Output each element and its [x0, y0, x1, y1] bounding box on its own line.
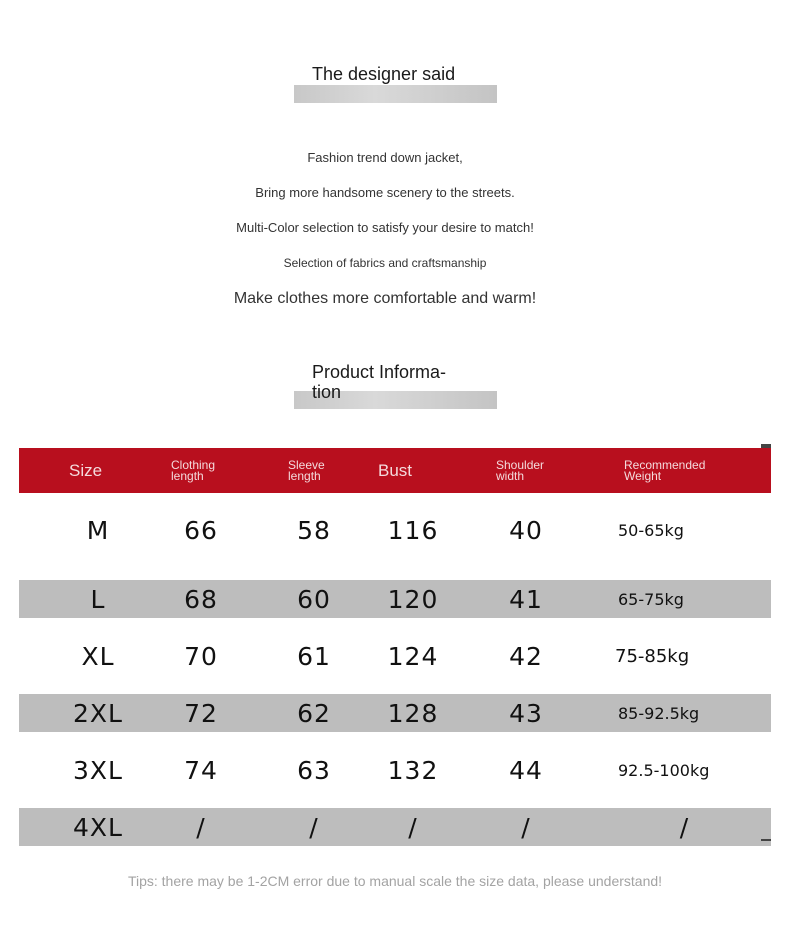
cell-clothing-length: 68 [184, 584, 218, 614]
cell-size: XL [81, 641, 115, 671]
product-title-line-1: Product Informa- [312, 362, 447, 382]
product-title-line-2: tion [312, 382, 342, 402]
header-line: Shoulder [496, 457, 545, 472]
designer-section-title [294, 64, 497, 104]
cell-clothing-length: 70 [184, 641, 218, 671]
cell-size: 3XL [73, 755, 123, 785]
cell-shoulder-width: 44 [509, 755, 543, 785]
cell-clothing-length: 66 [184, 515, 218, 545]
cell-shoulder-width: 40 [509, 515, 543, 545]
title-underline-bar [294, 85, 497, 103]
header-clothing-length [171, 448, 215, 493]
cell-size: 4XL [73, 812, 123, 842]
description-line: Bring more handsome scenery to the streets. [255, 185, 515, 200]
header-bust: Bust [378, 461, 413, 480]
header-line: width [496, 468, 525, 483]
cell-bust: 116 [387, 515, 439, 545]
cell-shoulder-width: / [521, 812, 531, 842]
header-line: length [288, 468, 321, 483]
cell-shoulder-width: 42 [509, 641, 543, 671]
table-body [19, 493, 771, 846]
header-shoulder-width [496, 448, 544, 493]
cell-shoulder-width: 43 [509, 698, 543, 728]
table-row [19, 675, 771, 732]
cell-recommended-weight: 85-92.5kg [618, 703, 700, 723]
header-line: Weight [624, 468, 662, 483]
cell-shoulder-width: 41 [509, 584, 543, 614]
table-row [19, 561, 771, 618]
table-row [19, 493, 771, 561]
cell-size: 2XL [73, 698, 123, 728]
header-line: Recommended [624, 457, 706, 472]
cell-sleeve-length: 58 [297, 515, 331, 545]
table-row [19, 789, 771, 846]
cell-sleeve-length: 60 [297, 584, 331, 614]
cell-recommended-weight: 92.5-100kg [618, 760, 710, 780]
description-line: Selection of fabrics and craftsmanship [283, 256, 487, 270]
cell-sleeve-length: 62 [297, 698, 331, 728]
table-row [19, 732, 771, 789]
header-line: Sleeve [288, 457, 325, 472]
cell-clothing-length: / [196, 812, 206, 842]
cell-bust: 120 [387, 584, 439, 614]
table-header [19, 448, 771, 493]
cell-sleeve-length: 61 [297, 641, 331, 671]
cell-bust: 132 [387, 755, 439, 785]
edge-mark [761, 444, 771, 448]
header-size: Size [69, 461, 103, 480]
cell-bust: / [408, 812, 418, 842]
product-section-title [294, 362, 497, 410]
product-title [294, 362, 482, 402]
cell-size: L [90, 584, 106, 614]
cell-clothing-length: 74 [184, 755, 218, 785]
header-line: Clothing [171, 457, 216, 472]
cell-recommended-weight: / [679, 812, 689, 842]
cell-bust: 128 [387, 698, 439, 728]
table-row [19, 618, 771, 675]
size-table [19, 448, 771, 846]
header-recommended-weight [624, 448, 705, 493]
description-line: Make clothes more comfortable and warm! [233, 290, 537, 307]
cell-clothing-length: 72 [184, 698, 218, 728]
cell-sleeve-length: 63 [297, 755, 331, 785]
cell-size: M [86, 515, 110, 545]
cell-recommended-weight: 65-75kg [618, 589, 684, 609]
header-line: length [171, 468, 204, 483]
designer-title: The designer said [312, 64, 456, 84]
edge-mark [761, 839, 771, 841]
cell-sleeve-length: / [309, 812, 319, 842]
header-sleeve-length [288, 448, 325, 493]
cell-recommended-weight: 75-85kg [615, 645, 690, 667]
cell-bust: 124 [387, 641, 439, 671]
description-line: Fashion trend down jacket, [307, 150, 463, 165]
cell-recommended-weight: 50-65kg [618, 520, 684, 540]
description-line: Multi-Color selection to satisfy your desire to match! [236, 220, 534, 235]
tips-note: Tips: there may be 1-2CM error due to manual scale the size data, please understand! [127, 873, 663, 889]
